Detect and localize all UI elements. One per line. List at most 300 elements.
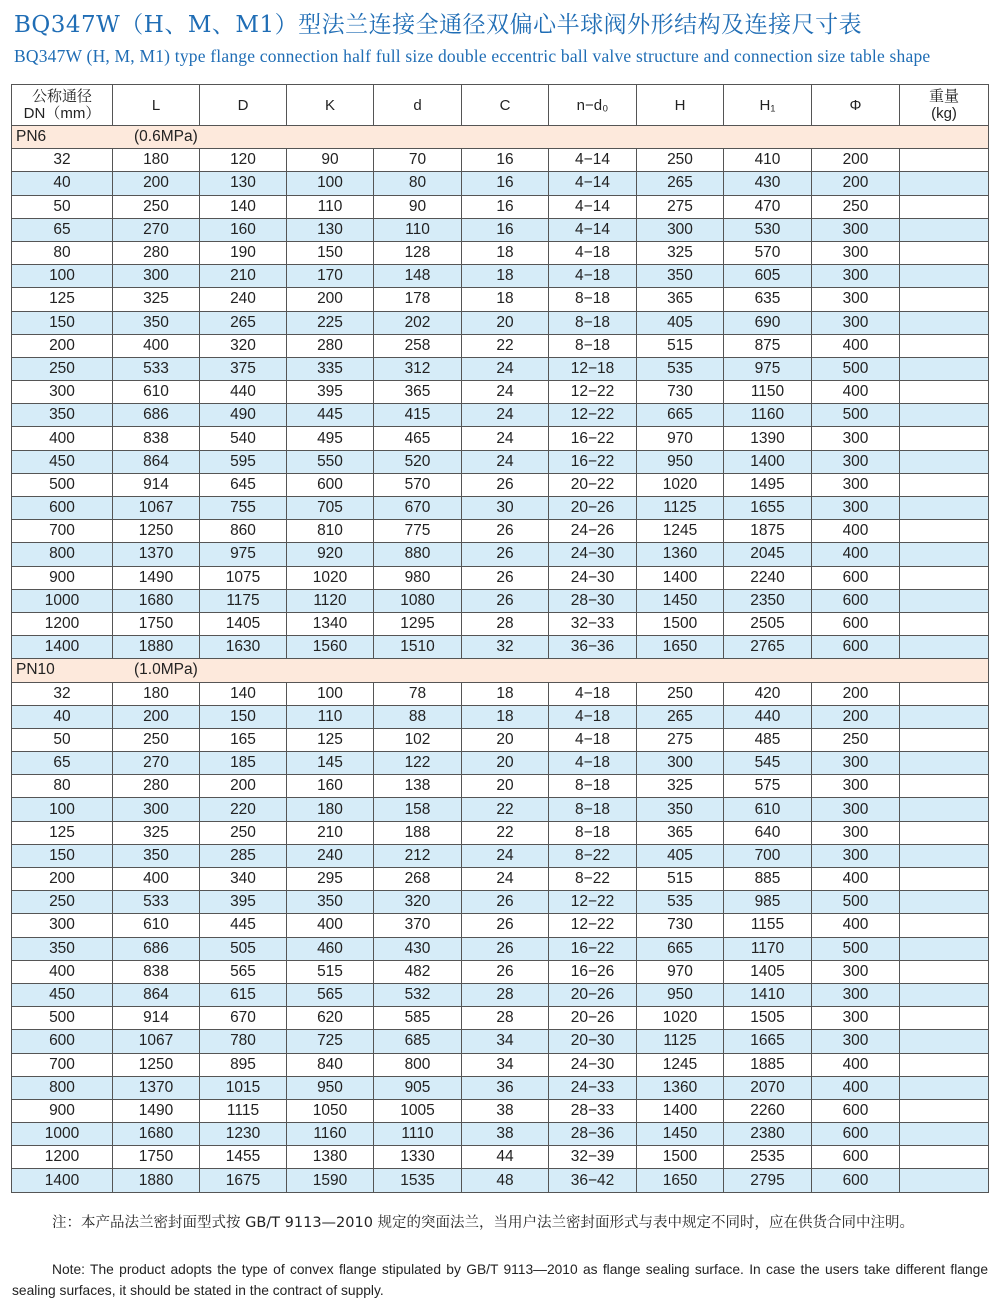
table-cell: 635 (724, 288, 812, 311)
table-cell: 880 (374, 543, 462, 566)
pressure-value: (0.6MPa) (134, 128, 198, 146)
table-row (12, 381, 989, 404)
table-cell: 28−30 (549, 589, 637, 612)
table-cell (900, 195, 989, 218)
table-cell: 645 (200, 473, 287, 496)
table-cell: 1400 (637, 1099, 724, 1122)
table-cell: 140 (200, 682, 287, 705)
table-cell (900, 752, 989, 775)
table-cell: 250 (113, 195, 200, 218)
table-cell: 350 (12, 404, 113, 427)
table-cell: 125 (287, 728, 374, 751)
header-weight: 重量 (kg) (900, 85, 989, 126)
table-cell: 864 (113, 983, 200, 1006)
table-cell: 1160 (287, 1123, 374, 1146)
table-cell: 300 (812, 844, 900, 867)
table-cell (900, 891, 989, 914)
table-cell: 600 (12, 497, 113, 520)
table-cell: 200 (113, 705, 200, 728)
table-cell: 2070 (724, 1076, 812, 1099)
table-row (12, 798, 989, 821)
table-cell: 65 (12, 752, 113, 775)
table-cell: 128 (374, 241, 462, 264)
table-cell: 450 (12, 983, 113, 1006)
table-cell: 700 (724, 844, 812, 867)
table-cell: 914 (113, 1007, 200, 1030)
table-row (12, 404, 989, 427)
table-cell: 838 (113, 960, 200, 983)
table-cell: 485 (724, 728, 812, 751)
table-cell: 26 (462, 960, 549, 983)
table-cell: 22 (462, 821, 549, 844)
table-cell: 100 (287, 172, 374, 195)
table-cell (900, 265, 989, 288)
table-cell: 312 (374, 357, 462, 380)
table-cell: 690 (724, 311, 812, 334)
table-cell: 1450 (637, 589, 724, 612)
table-cell: 130 (200, 172, 287, 195)
table-cell: 4−14 (549, 149, 637, 172)
table-cell: 300 (812, 218, 900, 241)
table-cell: 32 (462, 636, 549, 659)
table-cell: 1110 (374, 1123, 462, 1146)
table-cell: 8−18 (549, 288, 637, 311)
table-cell: 300 (812, 450, 900, 473)
table-cell: 532 (374, 983, 462, 1006)
table-cell: 325 (637, 775, 724, 798)
table-cell (900, 868, 989, 891)
table-cell (900, 543, 989, 566)
table-cell: 1405 (724, 960, 812, 983)
table-row (12, 682, 989, 705)
table-cell: 415 (374, 404, 462, 427)
table-cell: 300 (812, 983, 900, 1006)
table-cell: 200 (113, 172, 200, 195)
table-row (12, 1076, 989, 1099)
table-cell: 4−18 (549, 752, 637, 775)
table-cell: 250 (637, 682, 724, 705)
table-cell: 270 (113, 752, 200, 775)
table-cell: 490 (200, 404, 287, 427)
table-cell: 1380 (287, 1146, 374, 1169)
table-cell: 16−22 (549, 937, 637, 960)
table-cell: 325 (637, 241, 724, 264)
table-cell: 285 (200, 844, 287, 867)
table-cell: 600 (287, 473, 374, 496)
table-row (12, 427, 989, 450)
table-cell: 810 (287, 520, 374, 543)
table-cell: 210 (200, 265, 287, 288)
table-cell: 1500 (637, 1146, 724, 1169)
pressure-value: (1.0MPa) (134, 661, 198, 679)
table-row (12, 311, 989, 334)
table-cell: 1390 (724, 427, 812, 450)
pressure-class: PN6 (16, 128, 47, 146)
table-cell: 1005 (374, 1099, 462, 1122)
table-cell: 420 (724, 682, 812, 705)
table-cell: 140 (200, 195, 287, 218)
table-cell (900, 334, 989, 357)
table-cell: 210 (287, 821, 374, 844)
table-cell: 970 (637, 960, 724, 983)
table-cell: 1175 (200, 589, 287, 612)
table-cell: 685 (374, 1030, 462, 1053)
table-cell: 600 (812, 566, 900, 589)
table-cell: 1020 (637, 473, 724, 496)
table-row (12, 149, 989, 172)
table-row (12, 914, 989, 937)
table-cell: 8−18 (549, 798, 637, 821)
table-cell: 1120 (287, 589, 374, 612)
table-cell: 900 (12, 1099, 113, 1122)
table-cell: 540 (200, 427, 287, 450)
table-cell: 400 (812, 914, 900, 937)
table-cell: 1400 (12, 1169, 113, 1192)
table-cell (900, 798, 989, 821)
table-cell: 500 (812, 404, 900, 427)
table-cell: 78 (374, 682, 462, 705)
table-cell: 100 (12, 265, 113, 288)
table-cell: 300 (812, 241, 900, 264)
header-bolt-holes: n−d₀ (549, 85, 637, 126)
table-cell: 1495 (724, 473, 812, 496)
table-cell (900, 288, 989, 311)
table-cell: 1050 (287, 1099, 374, 1122)
table-cell (900, 473, 989, 496)
table-cell (900, 983, 989, 1006)
table-cell: 1680 (113, 589, 200, 612)
table-cell: 26 (462, 914, 549, 937)
table-cell: 28 (462, 1007, 549, 1030)
table-cell: 24 (462, 357, 549, 380)
table-row (12, 497, 989, 520)
table-cell: 24 (462, 427, 549, 450)
table-cell: 430 (374, 937, 462, 960)
table-cell: 8−22 (549, 868, 637, 891)
table-cell: 150 (287, 241, 374, 264)
table-cell: 1750 (113, 612, 200, 635)
table-cell: 575 (724, 775, 812, 798)
table-cell: 1400 (637, 566, 724, 589)
table-cell: 950 (637, 450, 724, 473)
table-cell: 180 (113, 682, 200, 705)
table-cell: 22 (462, 798, 549, 821)
table-cell: 1340 (287, 612, 374, 635)
table-cell: 250 (200, 821, 287, 844)
table-cell: 1160 (724, 404, 812, 427)
table-cell: 20 (462, 728, 549, 751)
table-cell: 1675 (200, 1169, 287, 1192)
table-row (12, 983, 989, 1006)
table-row (12, 473, 989, 496)
table-cell: 1295 (374, 612, 462, 635)
table-cell (900, 728, 989, 751)
table-cell: 24 (462, 844, 549, 867)
table-cell: 80 (12, 775, 113, 798)
table-cell: 150 (12, 844, 113, 867)
table-row (12, 520, 989, 543)
table-cell: 410 (724, 149, 812, 172)
table-cell: 24−30 (549, 543, 637, 566)
table-cell: 400 (287, 914, 374, 937)
table-cell: 28 (462, 983, 549, 1006)
table-cell: 545 (724, 752, 812, 775)
table-cell: 110 (374, 218, 462, 241)
table-cell: 24 (462, 381, 549, 404)
table-cell: 38 (462, 1099, 549, 1122)
table-cell: 780 (200, 1030, 287, 1053)
table-cell: 258 (374, 334, 462, 357)
table-cell: 2240 (724, 566, 812, 589)
table-cell: 530 (724, 218, 812, 241)
table-cell: 50 (12, 728, 113, 751)
table-cell: 88 (374, 705, 462, 728)
table-cell: 1885 (724, 1053, 812, 1076)
table-row (12, 357, 989, 380)
table-cell: 300 (812, 427, 900, 450)
table-cell: 725 (287, 1030, 374, 1053)
table-cell: 200 (812, 705, 900, 728)
table-cell: 32−39 (549, 1146, 637, 1169)
table-cell: 370 (374, 914, 462, 937)
table-cell: 240 (200, 288, 287, 311)
table-cell: 20 (462, 311, 549, 334)
table-cell: 8−18 (549, 334, 637, 357)
table-cell: 160 (200, 218, 287, 241)
table-cell: 1245 (637, 1053, 724, 1076)
table-cell: 550 (287, 450, 374, 473)
table-cell: 395 (200, 891, 287, 914)
table-cell: 520 (374, 450, 462, 473)
table-cell: 300 (812, 1007, 900, 1030)
table-cell: 705 (287, 497, 374, 520)
table-cell: 1500 (637, 612, 724, 635)
header-phi: Φ (812, 85, 900, 126)
table-cell: 1410 (724, 983, 812, 1006)
table-cell: 250 (12, 357, 113, 380)
table-cell (900, 1007, 989, 1030)
table-cell: 1405 (200, 612, 287, 635)
table-row (12, 450, 989, 473)
table-cell: 1665 (724, 1030, 812, 1053)
table-cell: 500 (12, 473, 113, 496)
table-row (12, 1053, 989, 1076)
table-cell: 686 (113, 404, 200, 427)
table-cell: 350 (113, 311, 200, 334)
table-cell: 200 (812, 682, 900, 705)
table-cell: 500 (812, 357, 900, 380)
table-cell: 515 (287, 960, 374, 983)
table-cell: 122 (374, 752, 462, 775)
table-cell (900, 844, 989, 867)
table-cell: 12−22 (549, 381, 637, 404)
table-cell: 1075 (200, 566, 287, 589)
table-cell (900, 1030, 989, 1053)
table-cell (900, 566, 989, 589)
table-cell: 970 (637, 427, 724, 450)
table-cell: 620 (287, 1007, 374, 1030)
table-cell: 1250 (113, 520, 200, 543)
table-cell: 500 (812, 937, 900, 960)
table-cell: 200 (287, 288, 374, 311)
table-cell: 430 (724, 172, 812, 195)
table-cell: 730 (637, 381, 724, 404)
table-cell (900, 960, 989, 983)
table-cell: 800 (12, 543, 113, 566)
page-subtitle: BQ347W (H, M, M1) type flange connection half full size double eccentric ball valve structure and connection size table shape (14, 46, 931, 66)
table-cell: 980 (374, 566, 462, 589)
table-cell: 325 (113, 821, 200, 844)
table-cell: 1630 (200, 636, 287, 659)
table-cell: 160 (287, 775, 374, 798)
table-cell: 800 (12, 1076, 113, 1099)
header-k: K (287, 85, 374, 126)
table-cell: 365 (374, 381, 462, 404)
table-row (12, 334, 989, 357)
table-cell: 26 (462, 520, 549, 543)
table-cell (900, 1099, 989, 1122)
table-cell: 2380 (724, 1123, 812, 1146)
table-cell: 600 (812, 1123, 900, 1146)
table-cell: 18 (462, 241, 549, 264)
table-cell: 148 (374, 265, 462, 288)
table-row (12, 288, 989, 311)
table-cell (900, 636, 989, 659)
table-cell: 18 (462, 682, 549, 705)
table-cell: 1360 (637, 1076, 724, 1099)
table-cell (900, 357, 989, 380)
table-cell: 775 (374, 520, 462, 543)
table-cell: 2505 (724, 612, 812, 635)
table-cell: 365 (637, 288, 724, 311)
table-cell: 16 (462, 172, 549, 195)
table-row (12, 1099, 989, 1122)
table-cell (900, 1123, 989, 1146)
table-cell: 65 (12, 218, 113, 241)
table-cell: 1020 (287, 566, 374, 589)
table-cell: 20−26 (549, 497, 637, 520)
table-cell: 8−18 (549, 775, 637, 798)
table-cell: 533 (113, 891, 200, 914)
header-d-inner: d (374, 85, 462, 126)
table-cell: 2795 (724, 1169, 812, 1192)
table-cell: 1750 (113, 1146, 200, 1169)
table-cell: 1170 (724, 937, 812, 960)
table-cell: 610 (113, 914, 200, 937)
table-row (12, 612, 989, 635)
table-cell: 600 (12, 1030, 113, 1053)
table-cell: 178 (374, 288, 462, 311)
table-cell: 268 (374, 868, 462, 891)
table-cell: 460 (287, 937, 374, 960)
table-row (12, 241, 989, 264)
table-cell: 665 (637, 404, 724, 427)
table-cell: 400 (812, 543, 900, 566)
table-cell: 1000 (12, 1123, 113, 1146)
table-row (12, 728, 989, 751)
table-cell: 36−36 (549, 636, 637, 659)
table-cell: 180 (287, 798, 374, 821)
table-cell (900, 1169, 989, 1192)
table-cell: 595 (200, 450, 287, 473)
note-chinese: 注：本产品法兰密封面型式按 GB/T 9113—2010 规定的突面法兰，当用户法兰密封面形式与表中规定不同时，应在供货合同中注明。 (52, 1215, 915, 1231)
table-cell: 300 (812, 960, 900, 983)
table-cell: 36−42 (549, 1169, 637, 1192)
table-cell: 1125 (637, 497, 724, 520)
table-cell: 1015 (200, 1076, 287, 1099)
table-cell: 4−14 (549, 172, 637, 195)
table-cell: 1155 (724, 914, 812, 937)
table-cell (900, 821, 989, 844)
table-cell: 535 (637, 357, 724, 380)
table-cell: 2765 (724, 636, 812, 659)
table-cell: 270 (113, 218, 200, 241)
table-cell: 32−33 (549, 612, 637, 635)
table-cell: 300 (812, 473, 900, 496)
table-cell (900, 1053, 989, 1076)
table-cell: 34 (462, 1053, 549, 1076)
table-cell: 300 (637, 752, 724, 775)
table-cell: 90 (374, 195, 462, 218)
table-row (12, 821, 989, 844)
pressure-class: PN10 (16, 661, 55, 679)
table-cell: 350 (113, 844, 200, 867)
table-cell: 24 (462, 868, 549, 891)
table-cell: 300 (812, 798, 900, 821)
header-h: H (637, 85, 724, 126)
table-cell: 200 (12, 334, 113, 357)
table-cell: 570 (724, 241, 812, 264)
table-cell: 90 (287, 149, 374, 172)
table-cell: 48 (462, 1169, 549, 1192)
table-cell: 300 (812, 265, 900, 288)
table-cell: 16−22 (549, 450, 637, 473)
table-cell: 375 (200, 357, 287, 380)
table-cell: 16−22 (549, 427, 637, 450)
table-cell: 300 (812, 1030, 900, 1053)
table-cell: 170 (287, 265, 374, 288)
table-cell: 24−30 (549, 566, 637, 589)
table-cell: 570 (374, 473, 462, 496)
table-row (12, 265, 989, 288)
table-header-row (12, 85, 989, 126)
table-cell (900, 775, 989, 798)
table-cell: 275 (637, 728, 724, 751)
table-cell: 900 (12, 566, 113, 589)
table-cell: 1880 (113, 636, 200, 659)
table-cell: 975 (200, 543, 287, 566)
table-cell: 200 (12, 868, 113, 891)
table-cell: 24−33 (549, 1076, 637, 1099)
table-cell: 4−14 (549, 195, 637, 218)
table-cell: 1360 (637, 543, 724, 566)
table-cell: 138 (374, 775, 462, 798)
table-cell: 1875 (724, 520, 812, 543)
table-cell: 1650 (637, 636, 724, 659)
table-cell: 4−18 (549, 265, 637, 288)
table-cell: 8−18 (549, 311, 637, 334)
table-cell: 1200 (12, 1146, 113, 1169)
table-cell: 2045 (724, 543, 812, 566)
table-cell: 280 (287, 334, 374, 357)
table-cell: 450 (12, 450, 113, 473)
table-cell: 188 (374, 821, 462, 844)
table-cell: 1650 (637, 1169, 724, 1192)
table-row (12, 218, 989, 241)
table-cell: 300 (812, 821, 900, 844)
table-cell: 1067 (113, 1030, 200, 1053)
table-cell: 130 (287, 218, 374, 241)
